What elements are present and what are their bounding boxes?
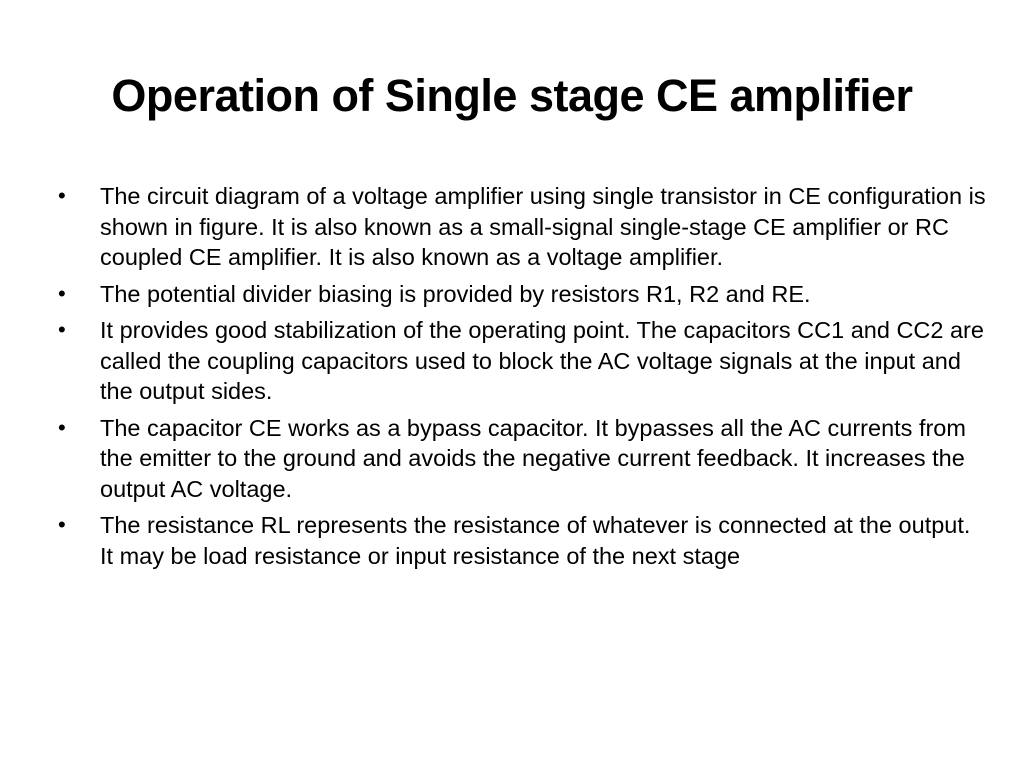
bullet-text: It provides good stabilization of the operating point. The capacitors CC1 and CC2 are called the coupling capacitors used to block the AC voltage signals at the input and the output sides. bbox=[100, 317, 984, 404]
bullet-marker: • bbox=[58, 414, 66, 440]
bullet-text: The capacitor CE works as a bypass capacitor. It bypasses all the AC currents from the emitter to the ground and avoids the negative current feedback. It increases the output AC voltage. bbox=[100, 414, 966, 502]
bullet-text: The circuit diagram of a voltage amplifier using single transistor in CE configuration is shown in figure. It is also known as a small-signal single-stage CE amplifier or RC coupled CE amplifier. It is also known as a voltage amplifier. bbox=[100, 183, 986, 270]
bullet-marker: • bbox=[58, 183, 66, 208]
bullet-marker: • bbox=[58, 317, 66, 342]
bullet-list bbox=[58, 181, 988, 577]
bullet-item bbox=[58, 413, 988, 505]
bullet-text: The resistance RL represents the resistance of whatever is connected at the output. It may be load resistance or input resistance of the next stage bbox=[100, 512, 971, 569]
bullet-item bbox=[58, 510, 988, 571]
bullet-item bbox=[58, 181, 988, 273]
bullet-marker: • bbox=[58, 280, 66, 306]
bullet-item bbox=[58, 315, 988, 407]
bullet-text: The potential divider biasing is provided by resistors R1, R2 and RE. bbox=[100, 280, 811, 307]
slide-title: Operation of Single stage CE amplifier bbox=[111, 70, 913, 121]
bullet-item bbox=[58, 279, 988, 310]
bullet-marker: • bbox=[58, 512, 66, 537]
